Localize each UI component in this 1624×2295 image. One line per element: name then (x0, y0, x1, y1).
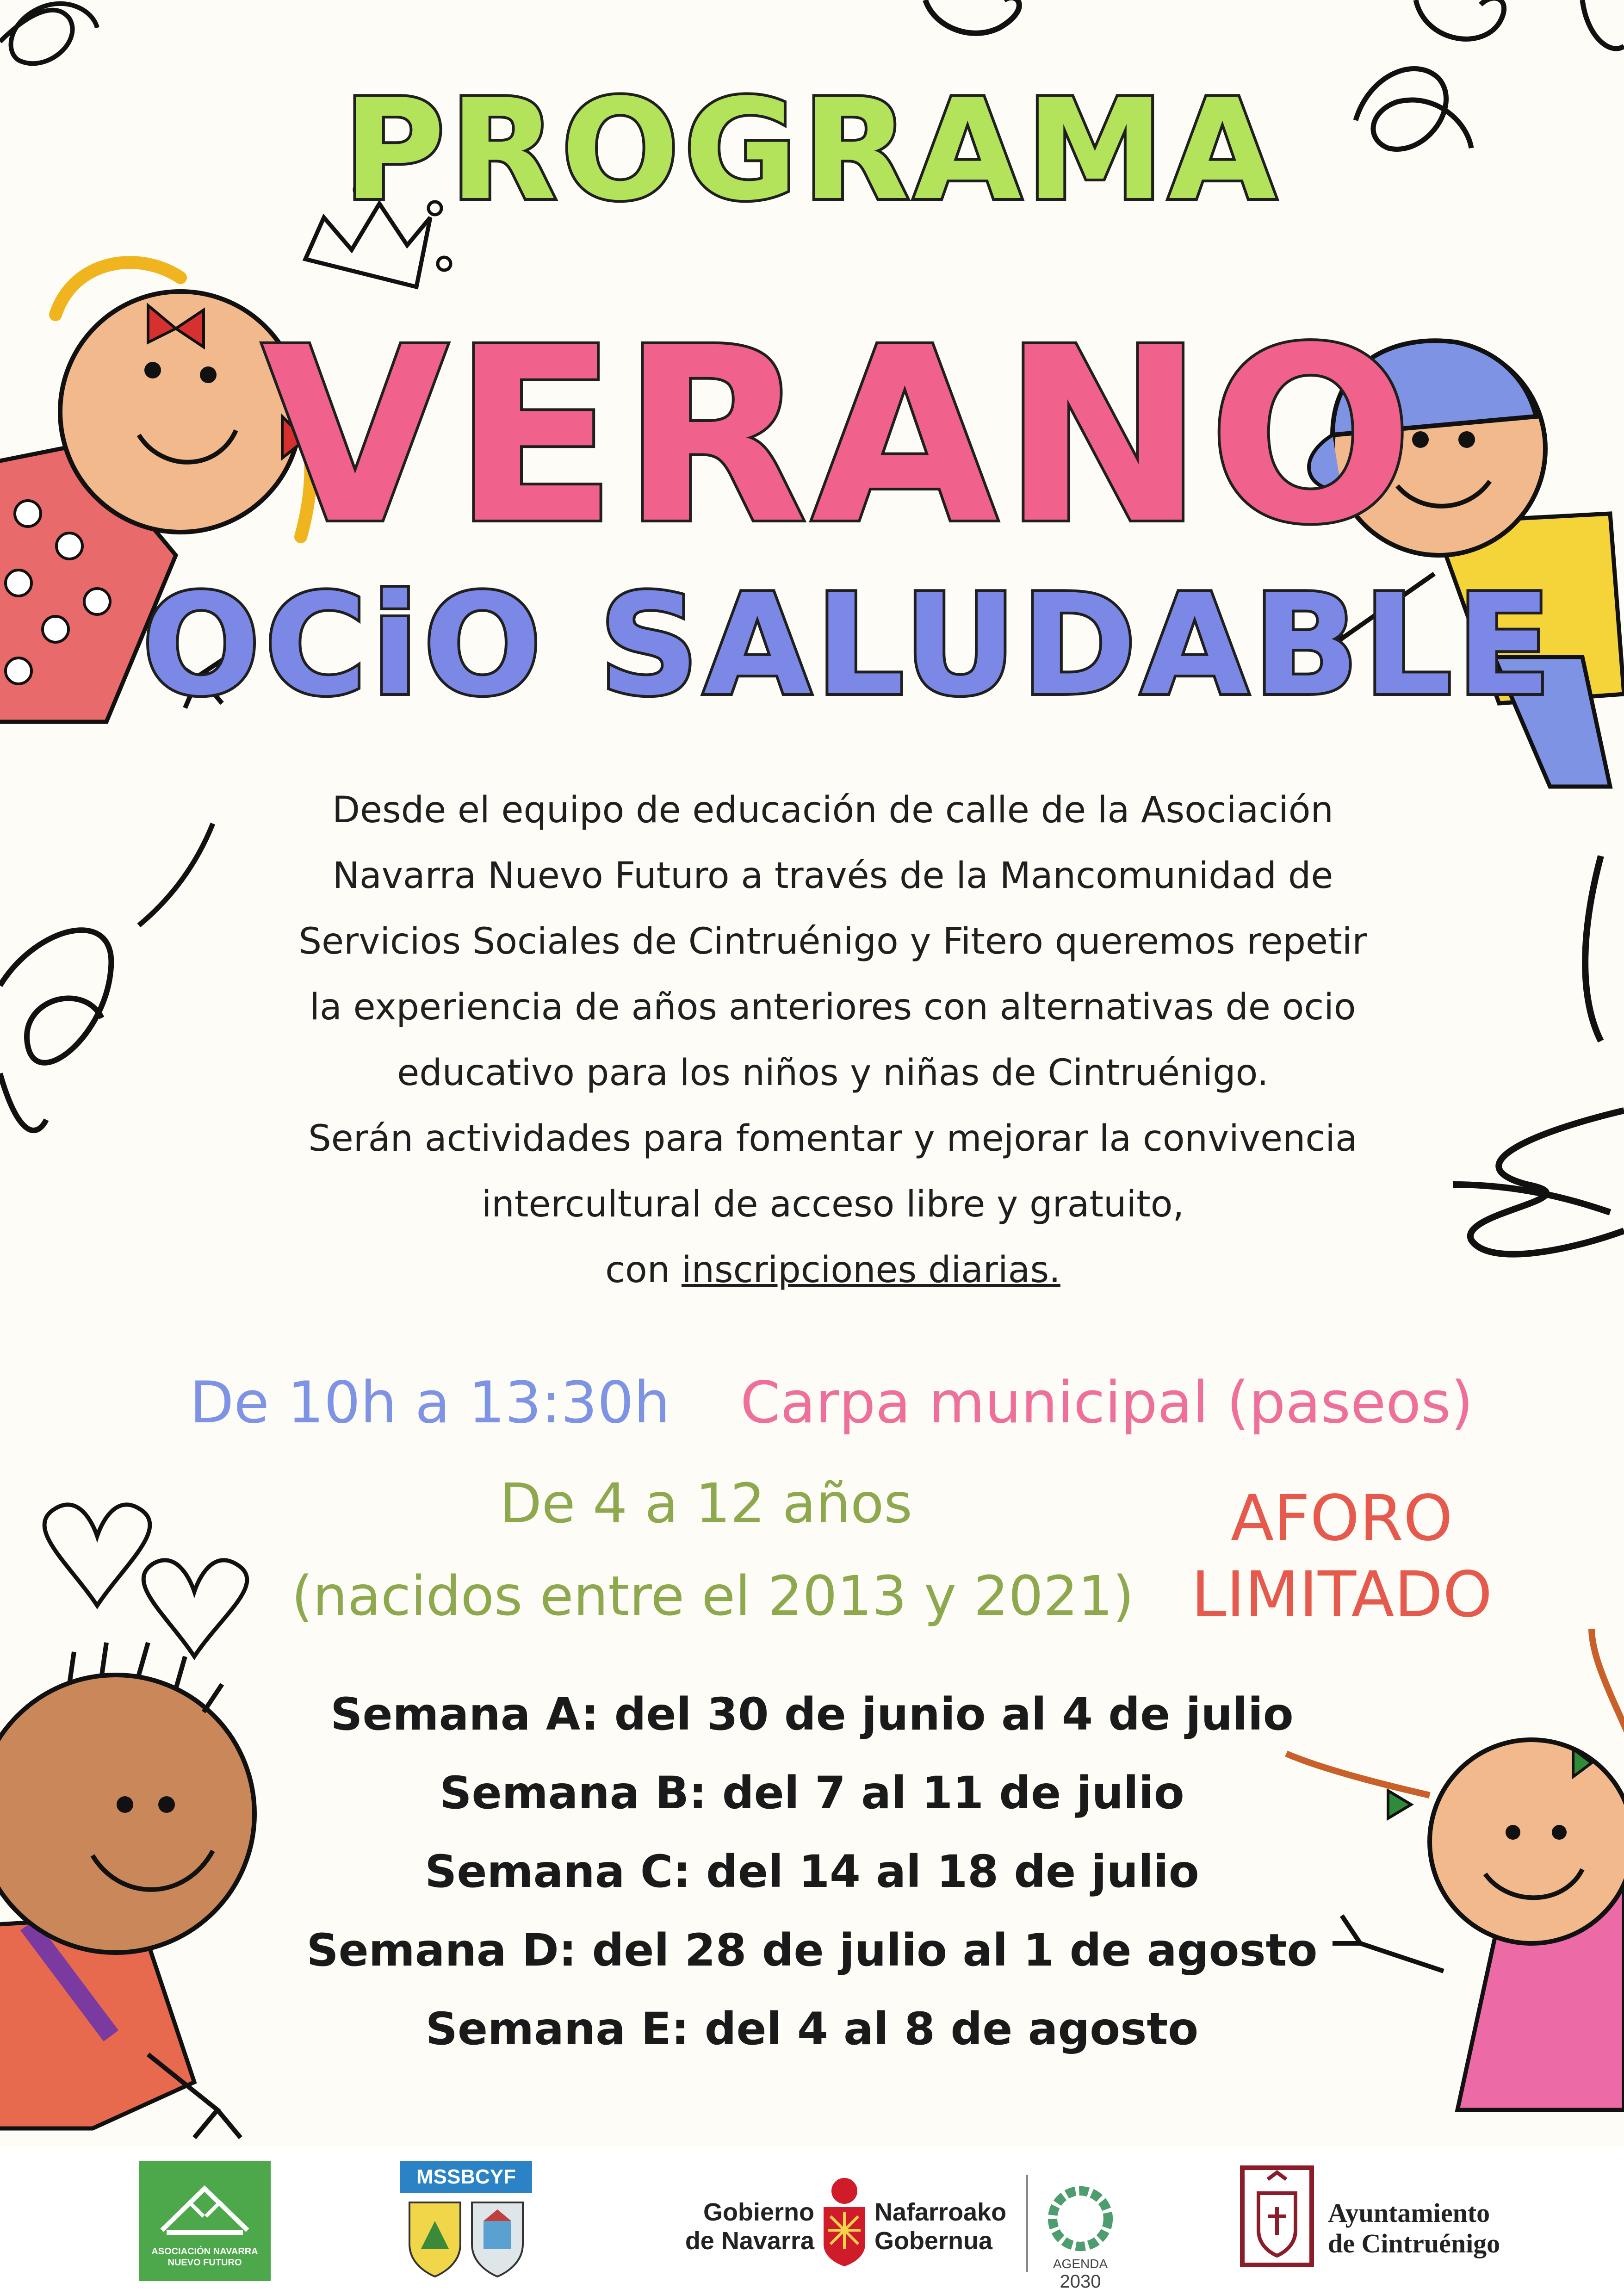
ayuntamiento-line-1: Ayuntamiento (1328, 2198, 1490, 2228)
nuevo-futuro-line-2: NUEVO FUTURO (167, 2258, 242, 2268)
nafarroako-line-1: Nafarroako (874, 2198, 1007, 2226)
venue-text: Carpa municipal (paseos) (740, 1370, 1474, 1436)
capacity-line-2: LIMITADO (1191, 1558, 1493, 1631)
mssbcyf-header: MSSBCYF (400, 2161, 532, 2193)
nafarroako-text (874, 2198, 1023, 2255)
title-verano: VERANO (262, 296, 1418, 577)
municipal-shields-icon (400, 2193, 532, 2281)
weeks-list (0, 1675, 1624, 2068)
agenda-2030 (1039, 2184, 1122, 2292)
intro-paragraph (259, 777, 1407, 1303)
nafarroako-line-2: Gobernua (874, 2227, 993, 2255)
intro-last-line (259, 1237, 1407, 1303)
logo-divider (1026, 2175, 1028, 2272)
schedule-hours: De 10h a 13:30h (190, 1370, 670, 1436)
week-item: Semana B: del 7 al 11 de julio (440, 1767, 1184, 1819)
intro-line: Servicios Sociales de Cintruénigo y Fitero queremos repetir (298, 921, 1367, 962)
cintruenigo-crest-icon (1240, 2165, 1314, 2267)
ayuntamiento-line-2: de Cintruénigo (1328, 2228, 1500, 2258)
title-programa: PROGRAMA (343, 69, 1281, 231)
footer-logos (0, 2147, 1624, 2295)
gobierno-navarra-logo (680, 2165, 1124, 2292)
agenda-label: AGENDA (1053, 2257, 1108, 2271)
navarra-shield-icon (819, 2175, 870, 2267)
age-range: De 4 a 12 años (500, 1471, 912, 1535)
intro-line: la experiencia de años anteriores con alternativas de ocio (310, 986, 1356, 1028)
title-ocio-saludable: OCiO SALUDABLE (142, 564, 1556, 726)
heart-doodle-2 (143, 1560, 247, 1656)
week-item: Semana E: del 4 al 8 de agosto (425, 2003, 1199, 2055)
scribble-right-middle (1453, 856, 1624, 1254)
ayuntamiento-text (1328, 2198, 1500, 2259)
capacity-notice (1166, 1481, 1518, 1633)
capacity-line-1: AFORO (1231, 1482, 1453, 1555)
intro-last-prefix: con (605, 1249, 682, 1291)
ayuntamiento-cintruenigo-logo (1240, 2165, 1536, 2272)
intro-line: Desde el equipo de educación de calle de la Asociación (332, 789, 1333, 831)
inscripciones-text: inscripciones diarias. (681, 1249, 1060, 1291)
intro-line: Navarra Nuevo Futuro a través de la Mancomunidad de (332, 855, 1333, 897)
scribble-left-middle (0, 930, 111, 1130)
nuevo-futuro-text (139, 2246, 271, 2268)
intro-line: educativo para los niños y niñas de Cintruénigo. (397, 1052, 1269, 1094)
gobierno-text (680, 2198, 814, 2255)
houses-icon (139, 2165, 271, 2244)
week-item: Semana D: del 28 de julio al 1 de agosto (306, 1924, 1318, 1976)
intro-line: intercultural de acceso libre y gratuito, (481, 1184, 1184, 1225)
nuevo-futuro-line-1: ASOCIACIÓN NAVARRA (151, 2246, 258, 2257)
nuevo-futuro-logo (139, 2161, 271, 2281)
week-item: Semana A: del 30 de junio al 4 de julio (330, 1688, 1294, 1740)
birth-years: (nacidos entre el 2013 y 2021) (291, 1564, 1134, 1628)
mssbcyf-logo (400, 2161, 532, 2286)
gobierno-line-1: Gobierno (703, 2198, 814, 2226)
scribble-top-left (0, 4, 97, 63)
week-item: Semana C: del 14 al 18 de julio (425, 1846, 1199, 1898)
agenda-year: 2030 (1060, 2271, 1101, 2292)
sdg-wheel-icon (1046, 2184, 1115, 2253)
gobierno-line-2: de Navarra (685, 2227, 814, 2255)
intro-line: Serán actividades para fomentar y mejorar la convivencia (308, 1118, 1357, 1160)
scribble-top-center (925, 0, 1019, 33)
heart-doodle-1 (44, 1505, 150, 1606)
